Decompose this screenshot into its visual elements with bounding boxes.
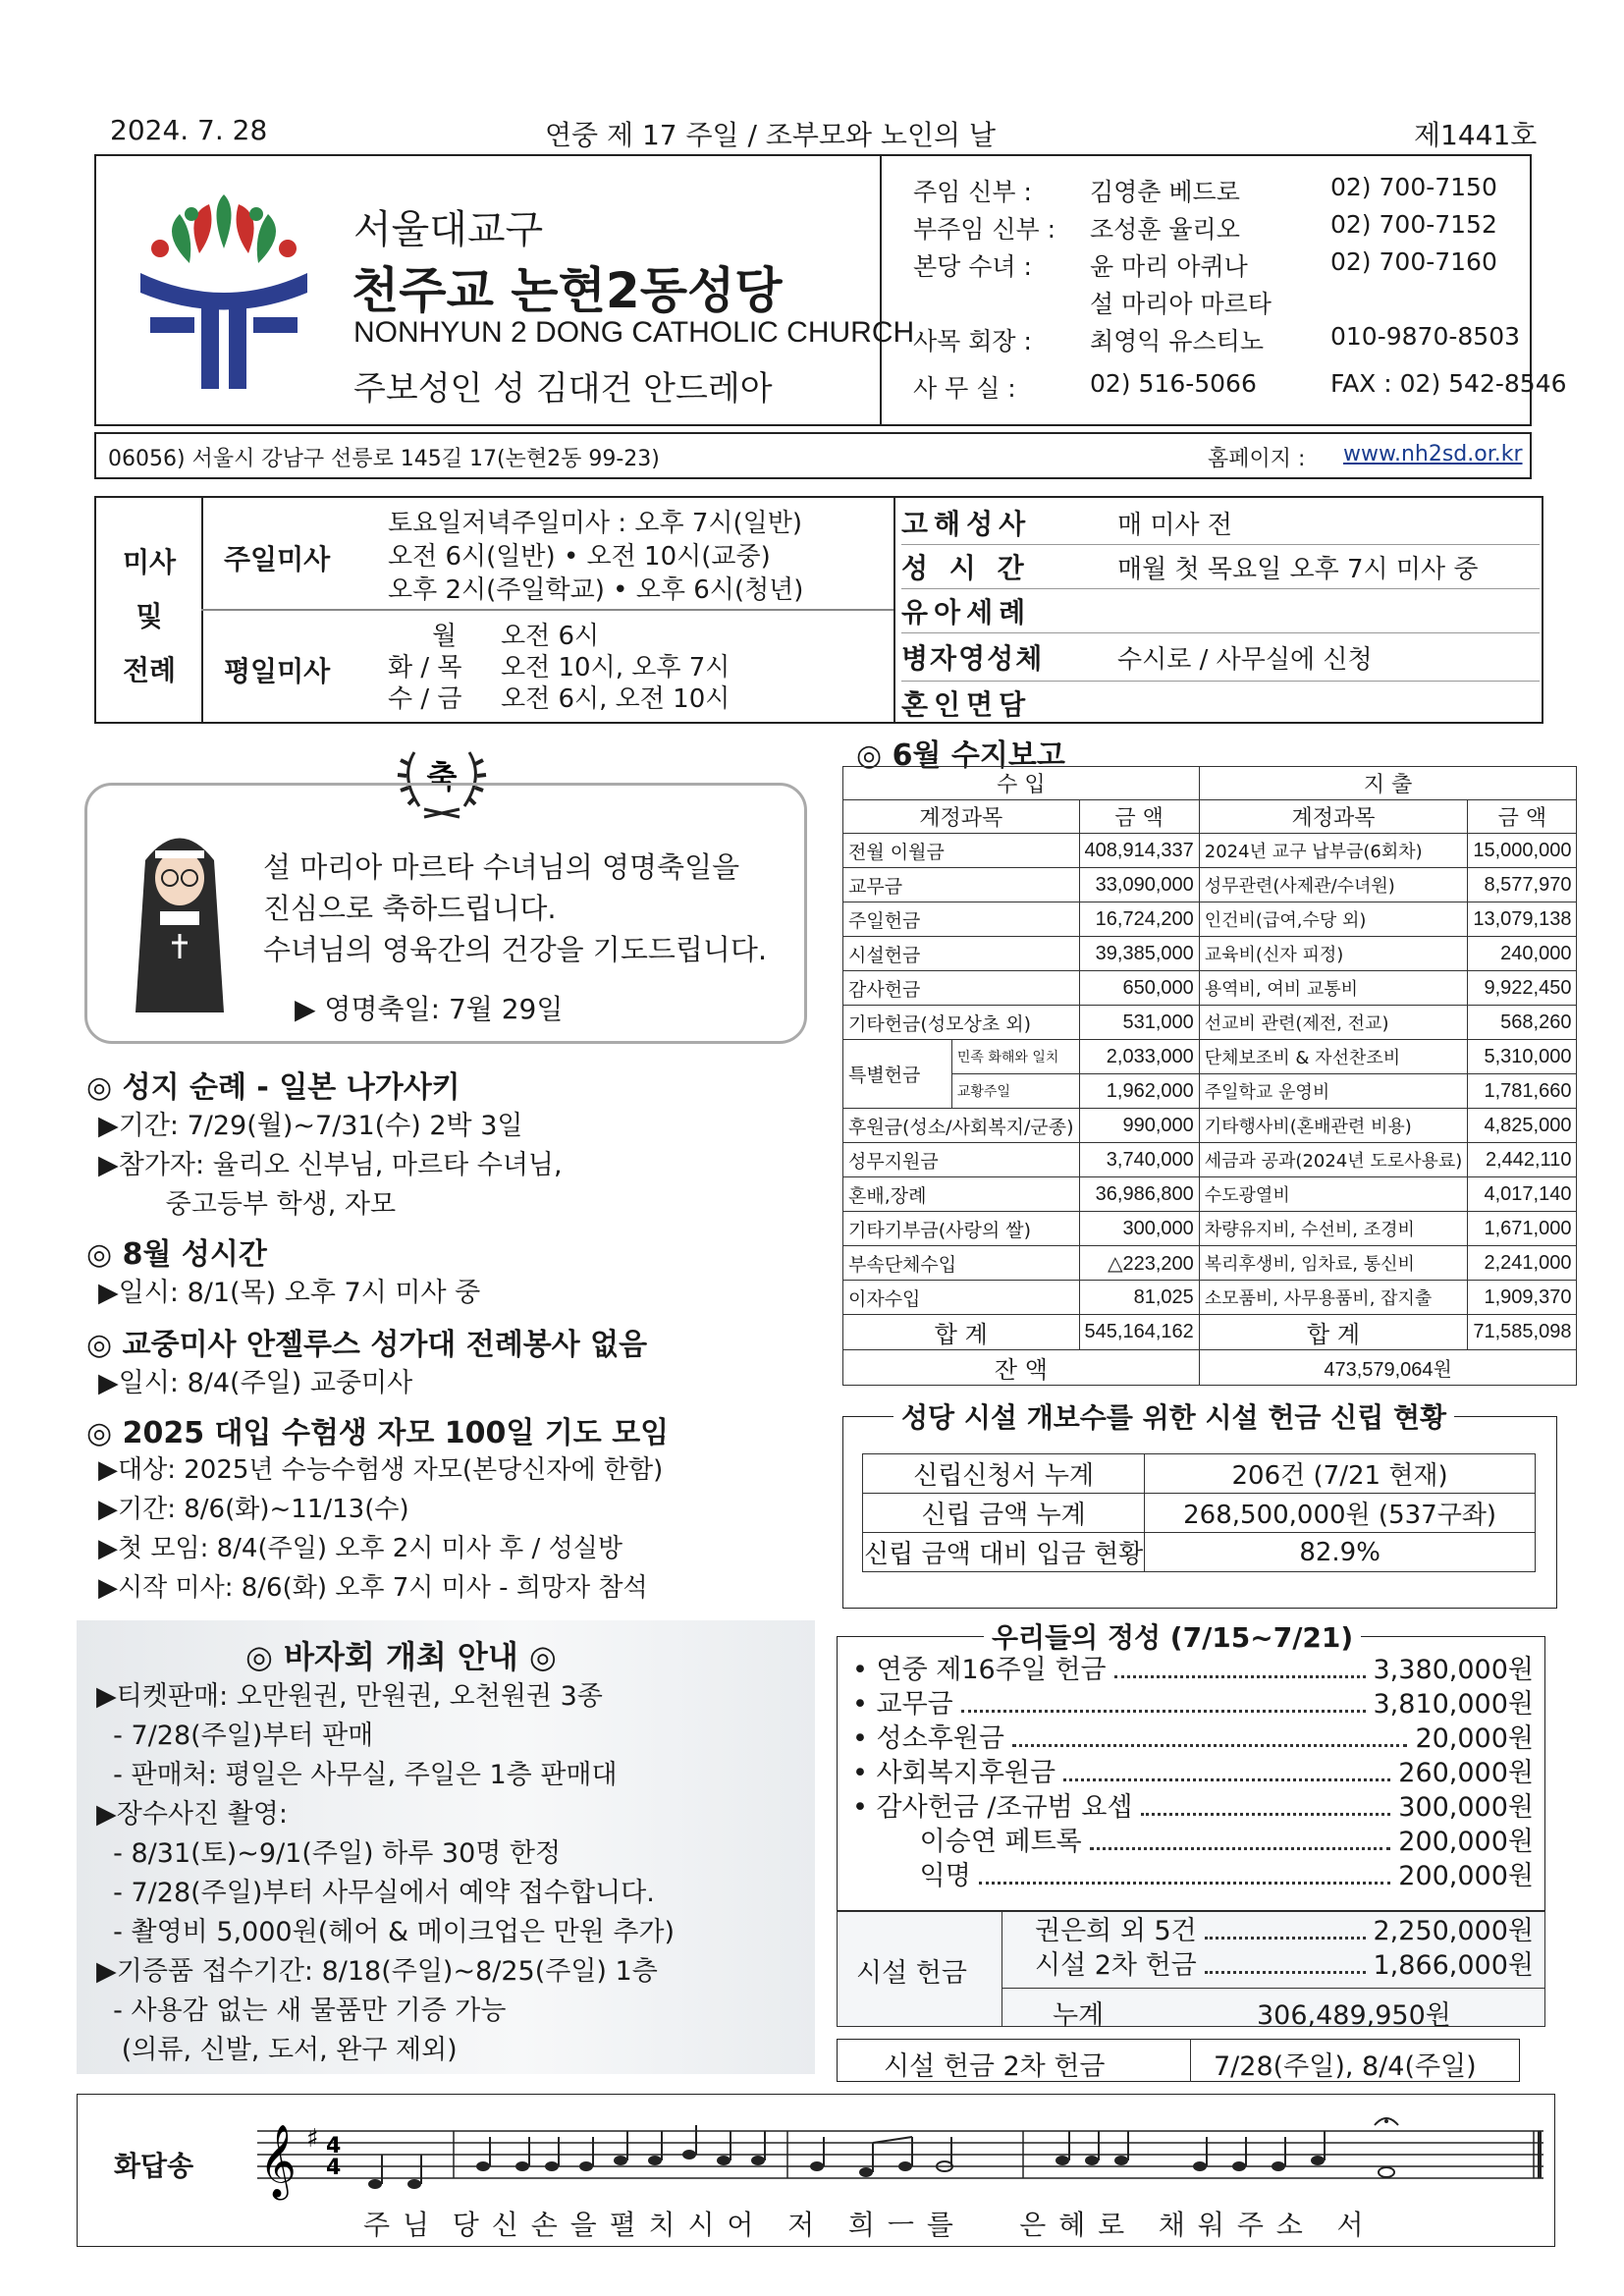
music-staff: [257, 2102, 1553, 2210]
offerings-title: 우리들의 정성 (7/15~7/21): [984, 1616, 1361, 1656]
sacrament-row: 혼인면담: [901, 688, 1032, 721]
homepage-link[interactable]: www.nh2sd.or.kr: [1343, 442, 1523, 466]
psalm-lyrics: 주 님 당 신 손 을 펼 치 시 어 저 희 ㅡ 를 은 혜 로 채 워 주 소 서: [363, 2209, 1366, 2241]
sunday-mass-times: 토요일저녁주일미사 : 오후 7시(일반) 오전 6시(일반) • 오전 10시(교중) 오후 2시(주일학교) • 오후 6시(청년): [388, 509, 804, 605]
facility-offering-hline: [1001, 1988, 1545, 1989]
bulletin-title: 연중 제 17 주일 / 조부모와 노인의 날: [545, 119, 996, 151]
bazaar-lines: ▶티켓판매: 오만원권, 만원권, 오천원권 3종 - 7/28(주일)부터 판매 - 판매처: 평일은 사무실, 주일은 1층 판매대 ▶장수사진 촬영: - 8/31(토)~9/1(주일) 하루 30명 한정 - 7/28(주일)부터 사무실에서 예약 접수합니다. - 촬영비 5,000원(헤어 & 메이크업은 만원 추가) ▶기증품 접수기간: 8/18(주일)~8/25(주일) 1층 - 사용감 없는 새 물품만 기증 가능 (의류, 신발, 도서, 완구 제외): [96, 1681, 676, 2065]
finance-row: 기타기부금(사랑의 쌀) 300,000 차량유지비, 수선비, 조경비 1,671,000: [843, 1212, 1577, 1246]
finance-row: 감사헌금 650,000 용역비, 여비 교통비 9,922,450: [843, 971, 1577, 1006]
svg-text:4: 4: [326, 2134, 342, 2159]
finance-row: 교무금 33,090,000 성무관련(사제관/수녀원) 8,577,970: [843, 868, 1577, 902]
mass-mid-divider: [201, 609, 895, 611]
staff-row: 부주임 신부 : 조성훈 율리오 02) 700-7152: [913, 210, 1497, 244]
address: 06056) 서울시 강남구 선릉로 145길 17(논현2동 99-23): [108, 447, 660, 471]
notice-title: ◎ 2025 대입 수험생 자모 100일 기도 모임: [86, 1416, 670, 1450]
staff-row: 본당 수녀 : 윤 마리 아퀴나 02) 700-7160: [913, 247, 1497, 281]
notice-item: ▶일시: 8/4(주일) 교중미사: [98, 1368, 413, 1398]
notice-title: ◎ 8월 성시간: [86, 1237, 267, 1272]
notice-item: ▶기간: 8/6(화)~11/13(수): [98, 1495, 409, 1524]
offering-row: • 교무금 3,810,000원: [852, 1689, 1534, 1720]
notice-title: ◎ 성지 순례 - 일본 나가사키: [86, 1070, 460, 1105]
psalm-label: 화답송: [114, 2150, 194, 2182]
facility-total: 306,489,950원: [1257, 2000, 1451, 2031]
notice-item: 중고등부 학생, 자모: [98, 1189, 397, 1220]
second-collection-label: 시설 헌금 2차 헌금: [884, 2051, 1106, 2082]
svg-text:♯: ♯: [306, 2124, 319, 2154]
facility-row: 신립 금액 대비 입금 현황 82.9%: [863, 1533, 1536, 1572]
offering-row: • 사회복지후원금 260,000원: [852, 1758, 1534, 1788]
staff-row: 사목 회장 : 최영익 유스티노 010-9870-8503: [913, 322, 1521, 355]
diocese-name: 서울대교구: [353, 207, 544, 252]
sacrament-row: 성 시 간 매월 첫 목요일 오후 7시 미사 중: [901, 545, 1540, 589]
finance-row: 부속단체수입 △223,200 복리후생비, 임차료, 통신비 2,241,000: [843, 1246, 1577, 1281]
sunday-mass-label: 주일미사: [224, 543, 331, 575]
notice-item: ▶참가자: 율리오 신부님, 마르타 수녀님,: [98, 1150, 563, 1180]
notice-item: ▶기간: 7/29(월)~7/31(수) 2박 3일: [98, 1111, 523, 1141]
mass-col-divider: [893, 496, 895, 724]
weekday-row: 화 / 목 오전 10시, 오후 7시: [388, 653, 731, 683]
finance-row: 전월 이월금 408,914,337 2024년 교구 납부금(6회차) 15,000,000: [843, 834, 1577, 868]
offering-row: • 연중 제16주일 헌금 3,380,000원: [852, 1655, 1534, 1685]
notice-item: ▶시작 미사: 8/6(화) 오후 7시 미사 - 희망자 참석: [98, 1573, 648, 1603]
svg-text:4: 4: [326, 2156, 342, 2180]
finance-row: 주일헌금 16,724,200 인건비(급여,수당 외) 13,079,138: [843, 902, 1577, 937]
issue-number: 제1441호: [1414, 119, 1538, 151]
finance-balance-row: 잔 액 473,579,064원: [843, 1350, 1577, 1386]
homepage-label: 홈페이지 :: [1208, 447, 1306, 471]
finance-row: 이자수입 81,025 소모품비, 사무용품비, 잡지출 1,909,370: [843, 1281, 1577, 1315]
facility-total-label: 누계: [1053, 2000, 1105, 2031]
offering-row: • 감사헌금 /조규범 요셉 300,000원: [852, 1792, 1534, 1823]
svg-text:𝄞: 𝄞: [259, 2125, 297, 2198]
finance-row: 성무지원금 3,740,000 세금과 공과(2024년 도로사용료) 2,442,110: [843, 1143, 1577, 1177]
staff-row: 설 마리아 마르타: [1090, 290, 1272, 318]
sacraments-list: [901, 501, 1540, 725]
facility-offering-label: 시설 헌금: [856, 1958, 967, 1989]
finance-row: 후원금(성소/사회복지/군종) 990,000 기타행사비(혼배관련 비용) 4,825,000: [843, 1109, 1577, 1143]
offering-row: 익명 200,000원: [852, 1861, 1534, 1891]
facility-offering-row: 시설 2차 헌금 1,866,000원: [1035, 1950, 1534, 1981]
finance-row: 혼배,장례 36,986,800 수도광열비 4,017,140: [843, 1177, 1577, 1212]
feast-message: 설 마리아 마르타 수녀님의 영명축일을 진심으로 축하드립니다. 수녀님의 영육간의 건강을 기도드립니다.: [263, 850, 768, 966]
church-name-ko: 천주교 논현2동성당: [352, 262, 783, 319]
finance-title: ◎ 6월 수지보고: [856, 738, 1065, 773]
notice-item: ▶첫 모임: 8/4(주일) 오후 2시 미사 후 / 성실방: [98, 1534, 623, 1563]
facility-table: [862, 1453, 1536, 1572]
finance-subheader-row: 계정과목 금 액 계정과목 금 액: [843, 800, 1577, 834]
sacrament-row: 병자영성체 수시로 / 사무실에 신청: [901, 633, 1540, 682]
finance-row: 시설헌금 39,385,000 교육비(신자 피정) 240,000: [843, 937, 1577, 971]
notice-item: ▶대상: 2025년 수능수험생 자모(본당신자에 한함): [98, 1455, 664, 1485]
facility-title: 성당 시설 개보수를 위한 시설 헌금 신립 현황: [893, 1396, 1454, 1436]
mass-side-label: 미사 및 전례: [122, 546, 177, 686]
facility-row: 신립 금액 누계 268,500,000원 (537구좌): [863, 1494, 1536, 1533]
weekday-row: 수 / 금 오전 6시, 오전 10시: [388, 684, 731, 714]
finance-row: 특별헌금 민족 화해와 일치 2,033,000 단체보조비 & 자선찬조비 5,310,000: [843, 1040, 1577, 1074]
staff-row: 주임 신부 : 김영춘 베드로 02) 700-7150: [913, 173, 1497, 206]
office-row: 사 무 실 : 02) 516-5066 FAX : 02) 542-8546: [913, 369, 1567, 403]
finance-table: [842, 766, 1577, 1386]
finance-row: 기타헌금(성모상초 외) 531,000 선교비 관련(제전, 전교) 568,260: [843, 1006, 1577, 1040]
offerings-list: [852, 1652, 1534, 1892]
bulletin-date: 2024. 7. 28: [110, 114, 268, 146]
facility-offering-divider: [1001, 1911, 1002, 2027]
masthead-divider: [880, 154, 882, 426]
feast-date: ▶ 영명축일: 7월 29일: [295, 993, 564, 1025]
nun-illustration: [126, 821, 234, 1017]
offering-row: 이승연 페트록 200,000원: [852, 1827, 1534, 1857]
facility-offering-items: [1035, 1913, 1534, 1982]
notice-title: ◎ 교중미사 안젤루스 성가대 전례봉사 없음: [86, 1328, 648, 1362]
bazaar-title: ◎ 바자회 개최 안내 ◎: [245, 1638, 557, 1675]
notices: [86, 1063, 833, 1607]
second-collection-dates: 7/28(주일), 8/4(주일): [1214, 2051, 1477, 2082]
seal-character: 축: [426, 758, 458, 795]
weekday-mass-times: [388, 621, 730, 715]
sacrament-row: 고해성사 매 미사 전: [901, 501, 1540, 545]
notice-item: ▶일시: 8/1(목) 오후 7시 미사 중: [98, 1278, 481, 1308]
weekday-mass-label: 평일미사: [224, 655, 331, 687]
patron-saint: 주보성인 성 김대건 안드레아: [353, 369, 773, 409]
sacrament-row: 유아세례: [901, 589, 1540, 633]
weekday-row: 월 오전 6시: [431, 622, 600, 651]
finance-total-row: 합 계 545,164,162 합 계 71,585,098: [843, 1315, 1577, 1350]
finance-row: 교황주일 1,962,000 주일학교 운영비 1,781,660: [843, 1074, 1577, 1109]
facility-offering-row: 권은희 외 5건 2,250,000원: [1035, 1916, 1534, 1946]
finance-header-row: 수 입 지 출: [843, 767, 1577, 800]
offering-row: • 성소후원금 20,000원: [852, 1723, 1534, 1754]
facility-row: 신립신청서 누계 206건 (7/21 현재): [863, 1454, 1536, 1494]
church-name-en: NONHYUN 2 DONG CATHOLIC CHURCH: [353, 316, 915, 349]
second-collection-divider: [1190, 2039, 1191, 2082]
staff-list: [913, 173, 1567, 407]
church-logo: [131, 194, 317, 391]
